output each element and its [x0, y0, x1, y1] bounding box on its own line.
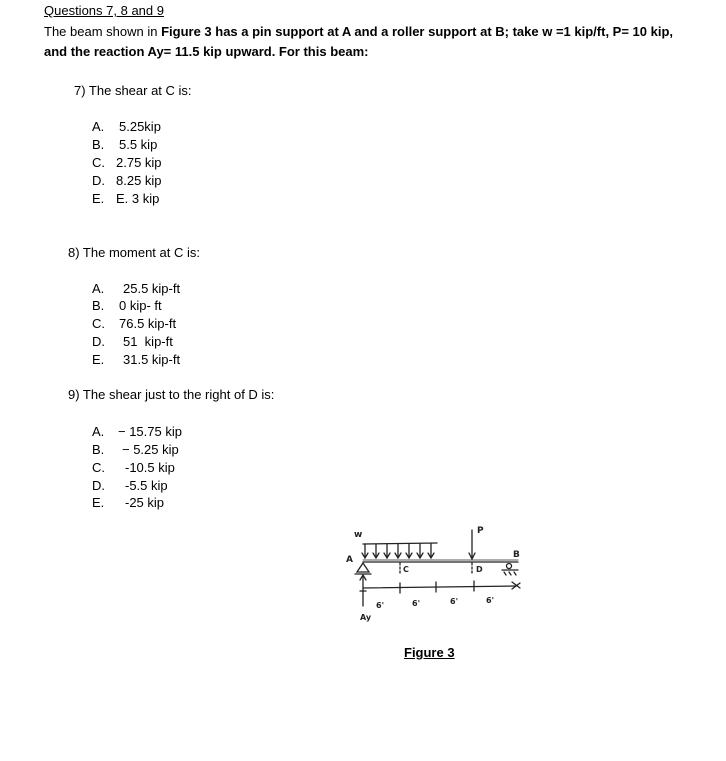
- figure-caption: Figure 3: [404, 645, 455, 660]
- q8-option-d-text: 51 kip-ft: [123, 334, 173, 349]
- question-9-prompt: 9) The shear just to the right of D is:: [68, 387, 275, 402]
- q8-option-c-letter: C.: [92, 316, 105, 331]
- q7-option-d-letter: D.: [92, 173, 105, 188]
- q8-option-b-letter: B.: [92, 298, 105, 313]
- q7-option-b-text: 5.5 kip: [119, 137, 158, 152]
- roller-support: [507, 564, 512, 569]
- intro-text-lead: The beam shown in: [44, 24, 162, 39]
- q9-option-b-text: − 5.25 kip: [122, 442, 179, 457]
- label-dim-2: 6': [412, 599, 421, 608]
- label-dim-4: 6': [486, 596, 495, 605]
- q9-option-a-text: − 15.75 kip: [118, 424, 182, 439]
- q9-option-d-text: -5.5 kip: [125, 478, 168, 493]
- q9-option-a-letter: A.: [92, 424, 105, 439]
- q9-option-d-letter: D.: [92, 478, 105, 493]
- q8-option-e-letter: E.: [92, 352, 105, 367]
- q9-option-b-letter: B.: [92, 442, 105, 457]
- q8-option-e-text: 31.5 kip-ft: [123, 352, 181, 367]
- q7-option-d-text: 8.25 kip: [116, 173, 162, 188]
- beam-figure: [340, 524, 530, 634]
- pin-support: [357, 563, 369, 572]
- distributed-load-arrows: [362, 544, 434, 558]
- q8-option-d-letter: D.: [92, 334, 105, 349]
- q8-option-a-text: 25.5 kip-ft: [123, 281, 181, 296]
- q7-option-c-text: 2.75 kip: [116, 155, 162, 170]
- dimension-line: [363, 586, 516, 588]
- q7-option-a-letter: A.: [92, 119, 105, 134]
- q7-option-b-letter: B.: [92, 137, 105, 152]
- q9-option-c-text: -10.5 kip: [125, 460, 175, 475]
- q7-option-a-text: 5.25kip: [119, 119, 161, 134]
- intro-text-bold: Figure 3 has a pin support at A and a roller support at B; take w =1 kip/ft, P= 10 kip, and the reaction Ay= 11.5 kip upward. For this beam:: [44, 24, 674, 59]
- label-ay: Ay: [360, 613, 372, 622]
- distributed-load-line: [363, 543, 437, 544]
- label-dim-3: 6': [450, 597, 459, 606]
- label-p: P: [477, 526, 484, 536]
- q8-option-c-text: 76.5 kip-ft: [119, 316, 177, 331]
- label-c: C: [403, 565, 409, 574]
- q9-option-e-letter: E.: [92, 495, 105, 510]
- q9-option-c-letter: C.: [92, 460, 105, 475]
- label-dim-1: 6': [376, 601, 385, 610]
- q7-option-c-letter: C.: [92, 155, 105, 170]
- label-b: B: [513, 550, 520, 560]
- label-w: w: [354, 530, 363, 540]
- q7-option-e-letter: E.: [92, 191, 105, 206]
- q7-option-e-text: E. 3 kip: [116, 191, 160, 206]
- q9-option-e-text: -25 kip: [125, 495, 165, 510]
- label-d: D: [476, 565, 483, 574]
- question-7-prompt: 7) The shear at C is:: [74, 83, 192, 98]
- q8-option-b-text: 0 kip- ft: [119, 298, 162, 313]
- questions-heading: Questions 7, 8 and 9: [44, 3, 164, 18]
- problem-statement: [44, 22, 684, 62]
- label-a: A: [346, 555, 353, 565]
- q8-option-a-letter: A.: [92, 281, 105, 296]
- question-8-prompt: 8) The moment at C is:: [68, 245, 200, 260]
